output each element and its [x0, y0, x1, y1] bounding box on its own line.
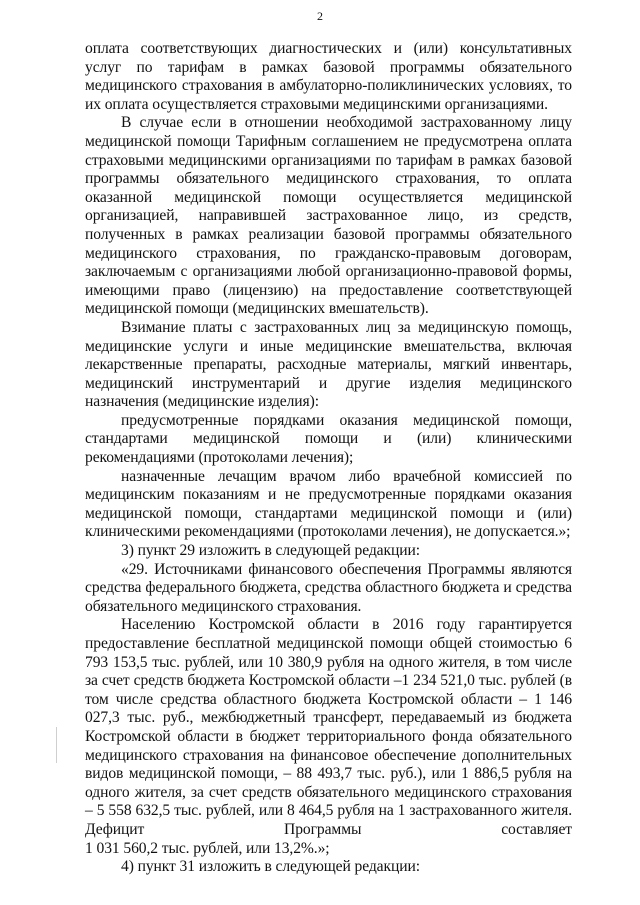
paragraph-insurance-payment: В случае если в отношении необходимой застрахованному лицу медицинской помощи Тарифным соглашением не предусмотрена оплата страховыми медицинскими организациями по тарифам в рамках базовой программы обязательного медицинского страхования, то оплата оказанной медицинской помощи осуществляется медицинской организацией, направившей застрахованное лицо, из средств, полученных в рамках реализации базовой программы обязательного медицинского страхования, по гражданско-правовым договорам, заключаемым с организациями любой организационно-правовой формы, имеющими право (лицензию) на предоставление соответствующей медицинской помощи (медицинских вмешательств). — [85, 114, 572, 318]
paragraph-continuation: оплата соответствующих диагностических и (или) консультативных услуг по тарифам в рамках базовой программы обязательного медицинского страхования в амбулаторно-поликлинических условиях, то их оплата осуществляется страховыми медицинскими организациями. — [85, 40, 572, 113]
paragraph-deficit: 1 031 560,2 тыс. рублей, или 13,2%.»; — [85, 839, 330, 857]
scan-margin-mark — [56, 727, 57, 763]
paragraph-item-31-heading: 4) пункт 31 изложить в следующей редакции: — [121, 858, 420, 876]
paragraph-fee-prohibition: Взимание платы с застрахованных лиц за медицинскую помощь, медицинские услуги и иные медицинские вмешательства, включая лекарственные препараты, расходные материалы, мягкий инвентарь, медицинский инструментарий и другие изделия медицинского назначения (медицинские изделия): — [85, 318, 572, 411]
paragraph-population-funding: Населению Костромской области в 2016 году гарантируется предоставление бесплатной медицинской помощи общей стоимостью 6 793 153,5 тыс. рублей, или 10 380,9 рубля на одного жителя, в том числе за счет средств бюджета Костромской области –1 234 521,0 тыс. рублей (в том числе средства областного бюджета Костромской области – 1 146 027,3 тыс. руб., межбюджетный трансферт, передаваемый из бюджета Костромской области в бюджет территориального фонда обязательного медицинского страхования на финансовое обеспечение дополнительных видов медицинской помощи, – 88 493,7 тыс. руб.), или 1 886,5 рубля на одного жителя, за счет средств обязательного медицинского страхования – 5 558 632,5 тыс. рублей, или 8 464,5 рубля на 1 застрахованного жителя. Дефицит Программы составляет — [85, 616, 572, 838]
document-body — [85, 40, 572, 877]
paragraph-item-29-sources: «29. Источниками финансового обеспечения Программы являются средства федерального бюджета, средства областного бюджета и средства обязательного медицинского страхования. — [85, 560, 572, 615]
paragraph-prescribed-item: назначенные лечащим врачом либо врачебной комиссией по медицинским показаниям и не предусмотренные порядками оказания медицинской помощи, стандартами медицинской помощи и (или) клиническими рекомендациями (протоколами лечения), не допускается.»; — [85, 467, 572, 541]
paragraph-standards-item: предусмотренные порядками оказания медицинской помощи, стандартами медицинской помощи и (или) клиническими рекомендациями (протоколами лечения); — [85, 411, 572, 467]
page-number: 2 — [317, 9, 323, 23]
paragraph-item-29-heading: 3) пункт 29 изложить в следующей редакции: — [121, 542, 420, 560]
